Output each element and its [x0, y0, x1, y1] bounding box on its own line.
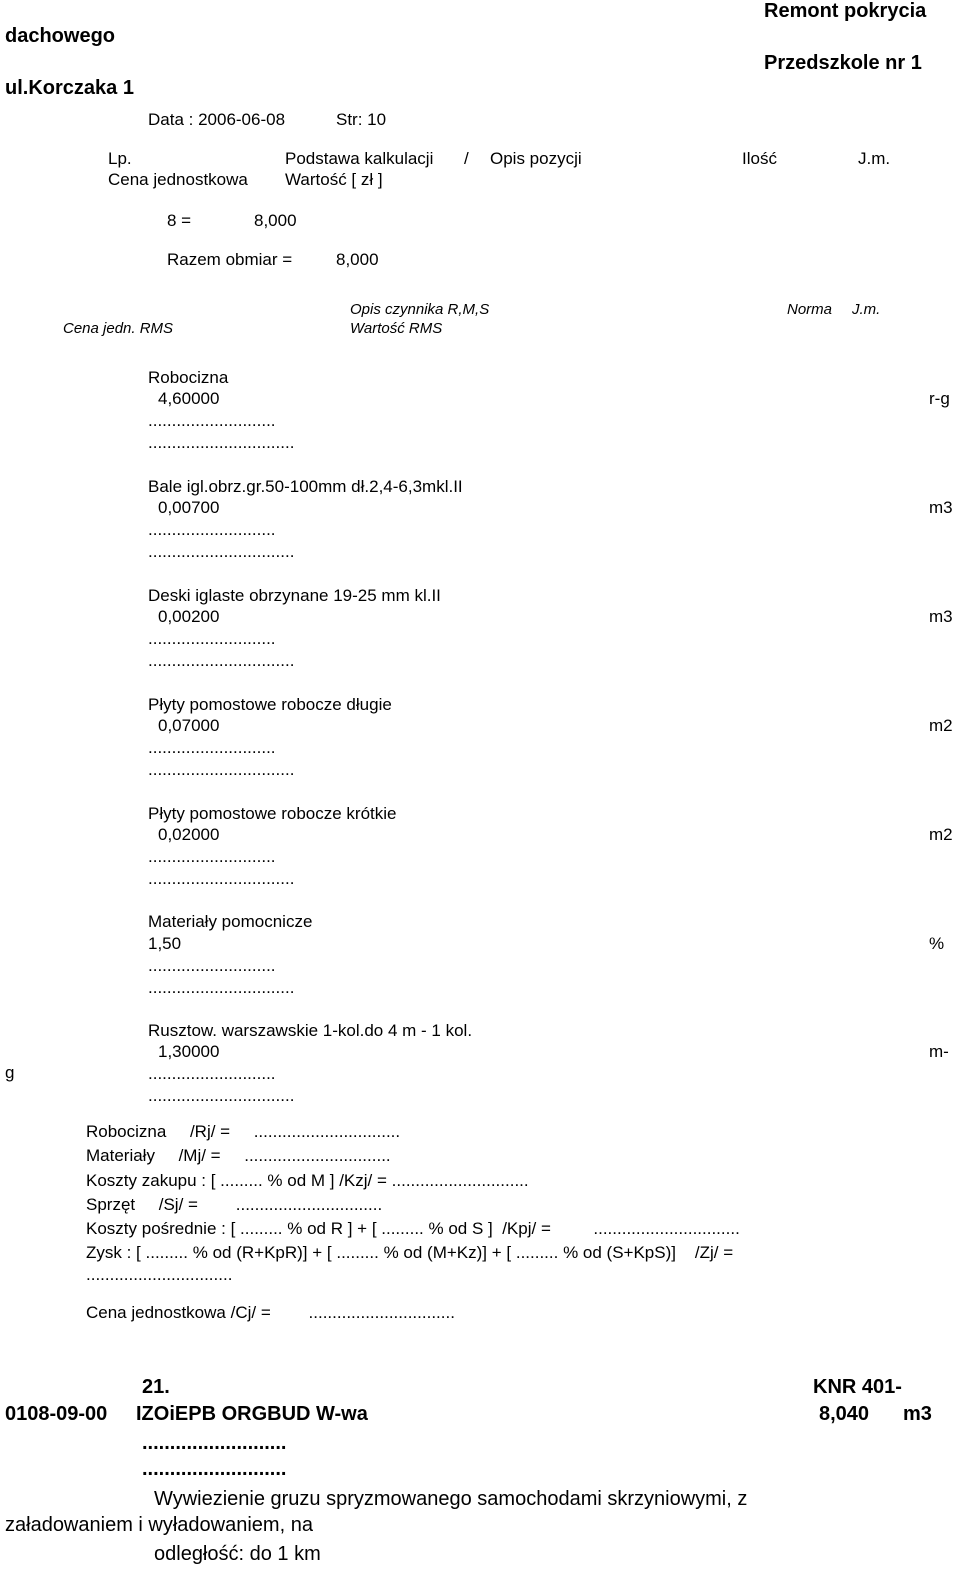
next-item-basis-part2: 0108-09-00: [5, 1403, 108, 1425]
resource-price: ...........................: [148, 520, 276, 539]
summary-profit: Zysk : [ ......... % od (R+KpR)] + [ ......... % od (M+Kz)] + [ ......... % od (S+KpS)] /Zj/ =: [86, 1243, 734, 1262]
resource-name: Bale igl.obrz.gr.50-100mm dł.2,4-6,3mkl.II: [148, 477, 463, 496]
address: ul.Korczaka 1: [5, 77, 134, 99]
resource-name: Robocizna: [148, 368, 229, 387]
measure-total-value: 8,000: [336, 250, 379, 269]
resource-price: ...........................: [148, 629, 276, 648]
next-item-basis-part1: KNR 401-: [813, 1376, 902, 1398]
rms-factor-desc: Opis czynnika R,M,S: [350, 301, 490, 318]
next-item-unit: m3: [903, 1403, 932, 1425]
summary-profit-dots: ...............................: [86, 1265, 233, 1284]
resource-norm: 0,00200: [158, 607, 220, 626]
resource-unit: m2: [929, 716, 953, 735]
rms-value: Wartość RMS: [350, 320, 443, 337]
resource-unit-cont: g: [5, 1063, 15, 1082]
next-item-price-dots: ..........................: [142, 1432, 287, 1454]
measure-total-label: Razem obmiar =: [167, 250, 293, 269]
rms-unit: J.m.: [852, 301, 881, 318]
summary-unit-price: Cena jednostkowa /Cj/ = ...............................: [86, 1303, 455, 1322]
resource-unit: %: [929, 934, 945, 953]
col-value: Wartość [ zł ]: [285, 170, 383, 189]
resource-price: ...........................: [148, 1064, 276, 1083]
resource-value: ...............................: [148, 978, 295, 997]
next-item-description-line3: odległość: do 1 km: [154, 1543, 321, 1565]
date: Data : 2006-06-08: [148, 110, 286, 129]
col-lp: Lp.: [108, 149, 132, 168]
title-part1: Remont pokrycia: [764, 0, 927, 22]
resource-value: ...............................: [148, 542, 295, 561]
next-item-description-line2: załadowaniem i wyładowaniem, na: [5, 1514, 313, 1536]
building-name: Przedszkole nr 1: [764, 52, 922, 74]
resource-value: ...............................: [148, 869, 295, 888]
resource-name: Płyty pomostowe robocze długie: [148, 695, 392, 714]
col-quantity: Ilość: [742, 149, 777, 168]
resource-name: Rusztow. warszawskie 1-kol.do 4 m - 1 kol.: [148, 1021, 473, 1040]
resource-value: ...............................: [148, 651, 295, 670]
resource-norm: 1,50: [148, 934, 182, 953]
col-slash: /: [464, 149, 469, 168]
resource-value: ...............................: [148, 1086, 295, 1105]
col-unit: J.m.: [858, 149, 891, 168]
resource-unit: m-: [929, 1042, 949, 1061]
measure-calc: 8 =: [167, 211, 192, 230]
resource-unit: m3: [929, 498, 953, 517]
page-number: Str: 10: [336, 110, 387, 129]
resource-name: Płyty pomostowe robocze krótkie: [148, 804, 397, 823]
summary-indirect: Koszty pośrednie : [ ......... % od R ] + [ ......... % od S ] /Kpj/ = ...............................: [86, 1219, 740, 1238]
next-item-description-line1: Wywiezienie gruzu spryzmowanego samochodami skrzyniowymi, z: [154, 1488, 748, 1510]
resource-price: ...........................: [148, 411, 276, 430]
resource-norm: 0,00700: [158, 498, 220, 517]
rms-norm: Norma: [787, 301, 833, 318]
resource-price: ...........................: [148, 847, 276, 866]
col-description: Opis pozycji: [490, 149, 582, 168]
resource-value: ...............................: [148, 433, 295, 452]
resource-value: ...............................: [148, 760, 295, 779]
resource-norm: 4,60000: [158, 389, 220, 408]
resource-norm: 1,30000: [158, 1042, 220, 1061]
resource-unit: m3: [929, 607, 953, 626]
resource-price: ...........................: [148, 738, 276, 757]
resource-norm: 0,02000: [158, 825, 220, 844]
resource-norm: 0,07000: [158, 716, 220, 735]
summary-materials: Materiały /Mj/ = ...............................: [86, 1146, 391, 1165]
title-part2: dachowego: [5, 25, 116, 47]
next-item-value-dots: ..........................: [142, 1458, 287, 1480]
col-basis: Podstawa kalkulacji: [285, 149, 434, 168]
resource-unit: m2: [929, 825, 953, 844]
summary-equipment: Sprzęt /Sj/ = ...............................: [86, 1195, 383, 1214]
resource-price: ...........................: [148, 956, 276, 975]
measure-calc-value: 8,000: [254, 211, 297, 230]
next-item-lp: 21.: [142, 1376, 170, 1398]
next-item-quantity: 8,040: [819, 1403, 870, 1425]
next-item-org: IZOiEPB ORGBUD W-wa: [136, 1403, 368, 1425]
summary-purchase: Koszty zakupu : [ ......... % od M ] /Kzj/ = .............................: [86, 1171, 529, 1190]
resource-unit: r-g: [929, 389, 950, 408]
resource-name: Deski iglaste obrzynane 19-25 mm kl.II: [148, 586, 441, 605]
rms-unit-price: Cena jedn. RMS: [63, 320, 174, 337]
summary-labor: Robocizna /Rj/ = ...............................: [86, 1122, 401, 1141]
col-unit-price: Cena jednostkowa: [108, 170, 248, 189]
resource-name: Materiały pomocnicze: [148, 912, 313, 931]
